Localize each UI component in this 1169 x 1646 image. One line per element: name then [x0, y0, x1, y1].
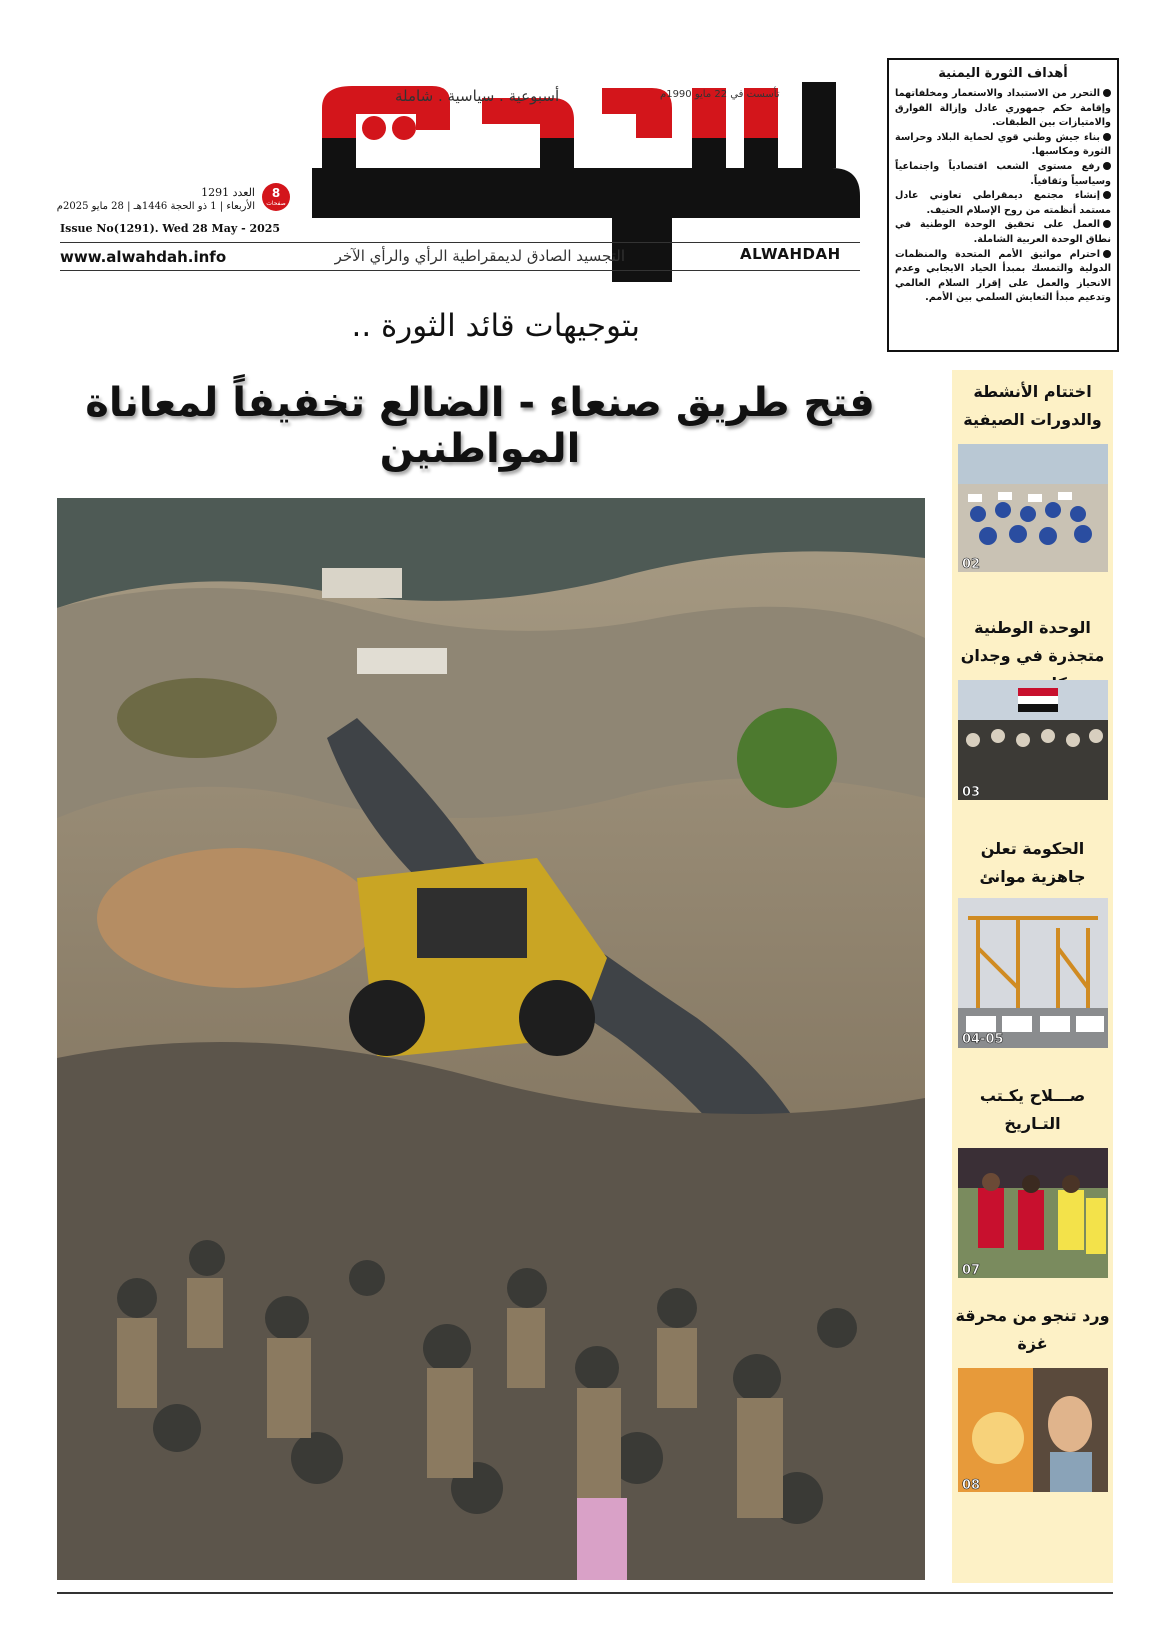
page-number: 03 [962, 785, 981, 800]
goal-item [895, 160, 1111, 189]
page-number: 02 [962, 557, 981, 572]
pages-count: 8 [271, 186, 281, 200]
gaza-girl-photo[interactable] [958, 1368, 1108, 1492]
issue-info-arabic [56, 186, 255, 214]
page-number: 08 [962, 1478, 981, 1493]
sidebar-item-title[interactable]: ورد تنجو من محرقة غزة [955, 1306, 1110, 1353]
divider [60, 270, 860, 271]
goal-text: العمل على تحقيق الوحدة الوطنية في نطاق الوحدة العربية الشاملة. [895, 219, 1111, 245]
goal-item [895, 248, 1111, 306]
bottom-divider [57, 1592, 1113, 1594]
page-number: 07 [962, 1263, 981, 1278]
goal-item [895, 87, 1111, 131]
summer-courses-photo[interactable] [958, 444, 1108, 572]
goal-item [895, 131, 1111, 160]
goals-list [895, 87, 1111, 306]
sub-headline: بتوجيهات قائد الثورة .. [351, 308, 640, 344]
pages-badge [262, 183, 290, 211]
goal-item [895, 218, 1111, 247]
sidebar-item-title[interactable]: اختتام الأنشطة والدورات الصيفية [963, 382, 1102, 429]
bullet-icon [1103, 133, 1111, 141]
goal-item [895, 189, 1111, 218]
page-number: 04-05 [962, 1032, 1004, 1047]
bullet-icon [1103, 250, 1111, 258]
divider [60, 242, 860, 243]
sidebar-item-title[interactable]: الحكومة تعلن جاهزية موانئ [979, 839, 1086, 886]
slogan: التجسيد الصادق لديمقراطية الرأي والرأي الآخر [334, 247, 625, 265]
sidebar-item-title[interactable]: صـــلاح يكـتب التـاريخ [979, 1086, 1086, 1133]
bullet-icon [1103, 89, 1111, 97]
salah-photo[interactable] [958, 1148, 1108, 1278]
brand-latin: ALWAHDAH [740, 245, 841, 263]
goal-text: بناء جيش وطني قوي لحماية البلاد وحراسة الثورة ومكاسبها. [895, 131, 1111, 158]
founded-date: تأسست في 22 مايو 1990م [660, 89, 780, 100]
bullet-icon [1103, 162, 1111, 170]
logo-text: الوحدة [312, 63, 357, 82]
issue-date: الأربعاء | 1 ذو الحجة 1446هـ | 28 مايو 2025م [56, 201, 255, 212]
goal-text: رفع مستوى الشعب اقتصادياً واجتماعياً وسياسياً وثقافياً. [895, 160, 1111, 187]
website-link[interactable]: www.alwahdah.info [60, 248, 227, 266]
national-unity-photo[interactable] [958, 680, 1108, 800]
sidebar-item-title[interactable]: الوحدة الوطنية متجذرة في وجدان [960, 618, 1105, 665]
main-headline[interactable]: فتح طريق صنعاء - الضالع تخفيفاً لمعاناة المواطنين [85, 380, 875, 472]
bullet-icon [1103, 220, 1111, 228]
goal-text: احترام مواثيق الأمم المتحدة والمنظمات الدولية والتمسك بمبدأ الحياد الايجابي وعدم الانحياز والعمل على إقرار السلام العالمي وتدعيم مبدأ التعايش السلمي بين الأمم. [895, 248, 1111, 304]
main-photo[interactable] [57, 498, 925, 1580]
tagline: أسبوعية . سياسية . شاملة [395, 87, 560, 105]
revolution-goals-box [887, 58, 1119, 352]
sidebar [952, 370, 1113, 1583]
hodeidah-ports-photo[interactable] [958, 898, 1108, 1048]
goal-text: التحرر من الاستبداد والاستعمار ومخلفاتهما وإقامة حكم جمهوري عادل وإزالة الفوارق والامتيازات بين الطبقات. [895, 88, 1111, 129]
goals-title: أهداف الثورة اليمنية [938, 66, 1068, 81]
issue-info-english: Issue No(1291). Wed 28 May - 2025 [60, 222, 281, 235]
pages-label: صفحات [266, 200, 286, 207]
bullet-icon [1103, 191, 1111, 199]
issue-number: العدد 1291 [201, 186, 255, 199]
goal-text: إنشاء مجتمع ديمقراطي تعاوني عادل مستمد أنظمته من روح الإسلام الحنيف. [895, 190, 1111, 216]
